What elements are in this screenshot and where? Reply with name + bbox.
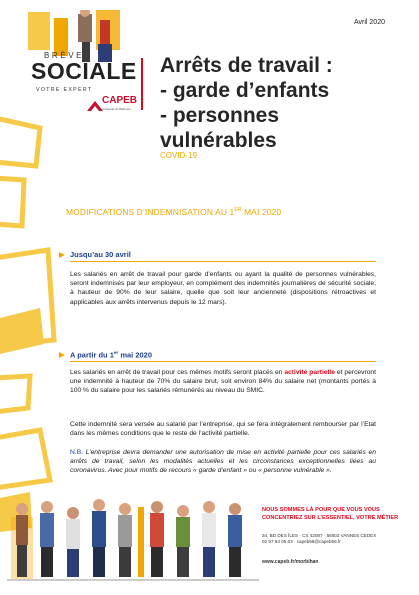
title-line-1: Arrêts de travail : [160,54,333,77]
brand-sub-label: VOTRE EXPERT [36,87,93,93]
slogan-line-1: NOUS SOMMES LÀ POUR QUE VOUS VOUS [262,507,380,513]
footer-website-link[interactable]: www.capeb.fr/morbihan [262,559,319,565]
section2-heading-text: A partir du 1 [70,350,114,360]
title-line-4: vulnérables [160,129,277,152]
section2-heading-end: mai 2020 [118,350,153,360]
address-line-1: 34, BD DES ÎLES · CS 42087 · 56003 VANNES CEDEX [262,533,377,538]
section2-arrow-icon [59,352,65,358]
section2-heading [70,350,152,360]
modifications-title-sup: ER [234,207,242,214]
section1-arrow-icon [59,252,65,258]
title-line-2: - garde d’enfants [160,79,330,102]
slogan-line-2: CONCENTRIEZ SUR L’ESSENTIEL, VOTRE MÉTIER [262,515,399,521]
title-line-3: - personnes [160,104,280,127]
section2-p1-end: et percevront une indemnité à hauteur de 70% du salaire brut, soit environ 84% du salaire net (montants portés à 100 % du salaire pour les salariés rémunérés au niveau du SMIC. [70,369,377,395]
section2-p1-start: Les salariés en arrêt de travail pour ces mêmes motifs seront placés en [70,369,285,376]
date-label: Avril 2020 [353,19,385,26]
brand-top-label: BRÈVE [44,51,85,60]
section1-underline [70,261,376,262]
capeb-logo: CAPEB [102,95,138,106]
section1-paragraph: Les salariés en arrêt de travail pour garde d’enfants ou ayant la qualité de personnes vulnérables, seront indemnisés par leur employeur, en complément des indemnités journalières de sécurité sociale, à hauteur de 90% de leur salaire, quelle que soit leur ancienneté (dispositions rétroactives et applicables aux arrêts intervenus depuis le 12 mars). [70,271,376,306]
address-line-2: 02 97 63 05 63 · capeb56@capeb56.fr [262,539,341,545]
brand-main-label: SOCIALE [31,58,137,84]
speech-bubble-decoration [0,108,65,548]
nb-note [70,448,376,476]
section2-heading-sup: er [113,350,119,355]
nb-label: N.B. [70,449,84,456]
craftsmen-footer-illustration [7,487,259,587]
modifications-title [66,207,281,217]
activite-partielle-highlight: activité partielle [284,369,335,376]
footer-address [262,533,376,546]
capeb-tagline: L'Artisanat du Bâtiment [100,107,131,111]
title-divider [141,58,143,110]
page-subtitle: COVID-19 [160,151,197,160]
modifications-title-end: MAI 2020 [241,207,282,217]
section2-underline [70,361,376,362]
section2-paragraph-2: Cette indemnité sera versée au salarié par l’entreprise, qui se fera intégralement rembourser par l’Etat dans les mêmes conditions que le reste de l’activité partielle. [70,421,376,438]
modifications-title-text: MODIFICATIONS D’INDEMNISATION AU 1 [66,207,235,217]
footer-slogan [262,506,398,522]
section2-paragraph-1 [70,368,376,396]
section1-heading: Jusqu’au 30 avril [70,250,131,259]
page-title [160,53,333,153]
nb-text: L’entreprise devra demander une autorisation de mise en activité partielle pour ces salariés en arrêts de travail, selon les modalités actuelles et les circonstances exceptionnelles liées au coronavirus. Avec pour motifs de recours « garde d’enfant » ou « personne vulnérable ». [70,449,376,475]
